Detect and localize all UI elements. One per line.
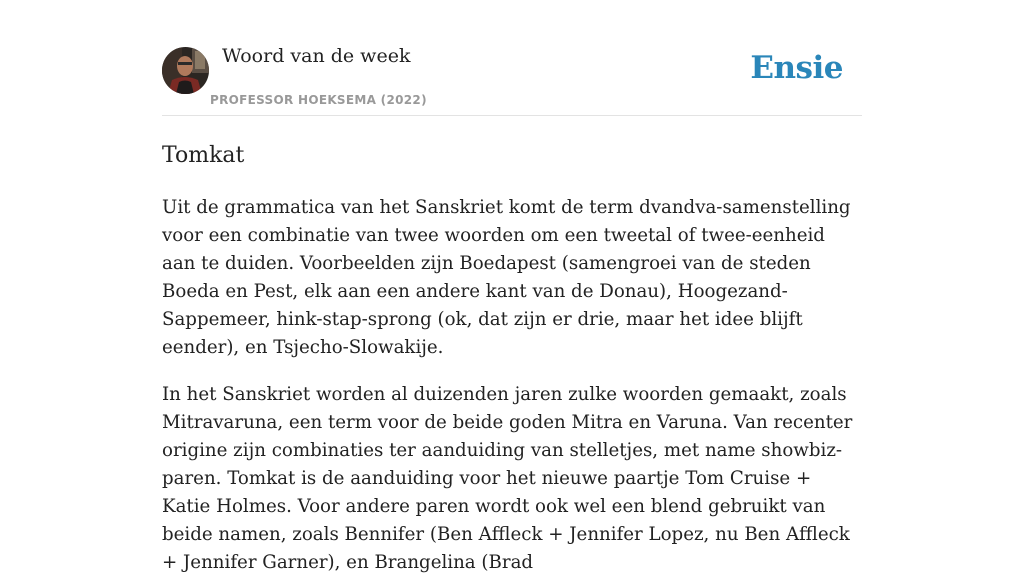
article-header [162, 0, 862, 116]
article-title: Tomkat [162, 143, 245, 168]
article-container [162, 0, 862, 577]
person-photo-avatar-icon [162, 47, 209, 94]
page-title[interactable]: Woord van de week [222, 45, 411, 67]
article-paragraph: In het Sanskriet worden al duizenden jaren zulke woorden gemaakt, zoals Mitravaruna, een term voor de beide goden Mitra en Varuna. Van recenter origine zijn combinaties ter aanduiding van stelletjes, met name showbiz-paren. Tomkat is de aanduiding voor het nieuwe paartje Tom Cruise + Katie Holmes. Voor andere paren wordt ook wel een blend gebruikt van beide namen, zoals Bennifer (Ben Affleck + Jennifer Lopez, nu Ben Affleck + Jennifer Garner), en Brangelina (Brad [162, 384, 853, 573]
author-byline: PROFESSOR HOEKSEMA (2022) [210, 93, 427, 107]
article-paragraph: Uit de grammatica van het Sanskriet komt de term dvandva-samenstelling voor een combinatie van twee woorden om een tweetal of twee-eenheid aan te duiden. Voorbeelden zijn Boedapest (samengroei van de steden Boeda en Pest, elk aan een andere kant van de Donau), Hoogezand-Sappemeer, hink-stap-sprong (ok, dat zijn er drie, maar het idee blijft eender), en Tsjecho-Slowakije. [162, 197, 851, 358]
author-avatar[interactable] [162, 47, 209, 94]
brand-logo[interactable]: Ensie [750, 50, 843, 86]
